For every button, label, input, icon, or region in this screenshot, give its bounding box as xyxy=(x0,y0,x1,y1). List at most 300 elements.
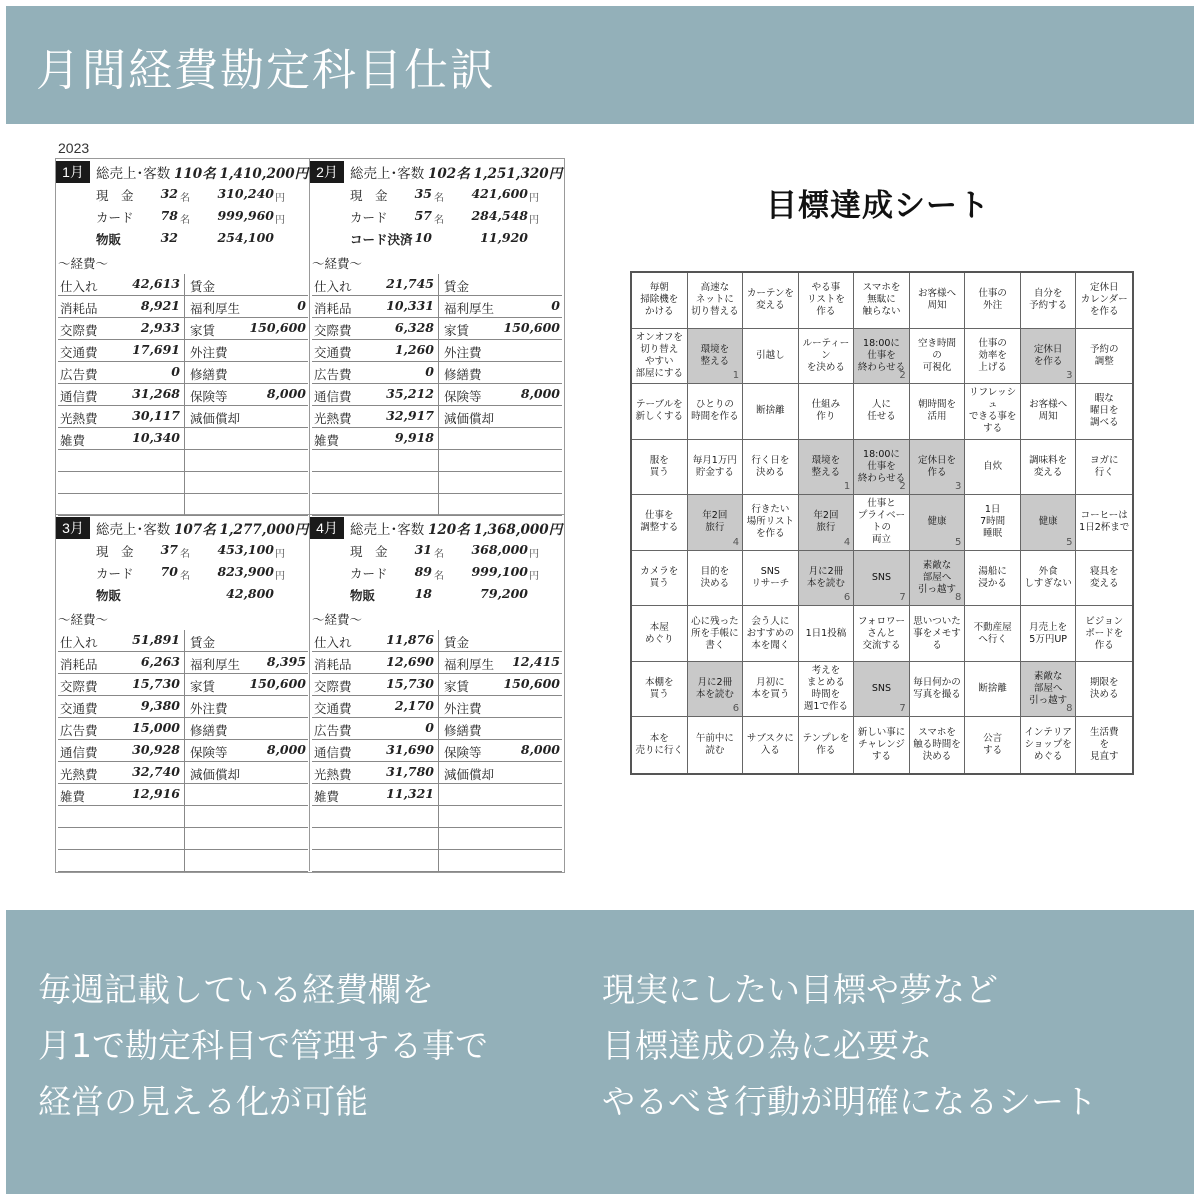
expense-row xyxy=(58,318,308,340)
expense-divider xyxy=(438,762,439,784)
goal-cell xyxy=(910,551,966,607)
expense-row xyxy=(58,630,308,652)
goal-cell-text: 月に2冊 本を読む xyxy=(695,677,734,701)
expense-divider xyxy=(184,850,185,872)
goal-cell-number: 3 xyxy=(954,481,962,493)
goal-cell-text: 定休日 カレンダー を作る xyxy=(1080,282,1128,318)
caption-line: 毎週記載している経費欄を xyxy=(38,970,434,1009)
caption-line: 月1で勘定科目で管理する事で xyxy=(38,1026,488,1065)
expense-row xyxy=(58,674,308,696)
goal-cell xyxy=(1076,329,1132,385)
payment-row xyxy=(310,230,564,250)
goal-cell xyxy=(632,329,688,385)
goal-cell xyxy=(743,384,799,440)
payment-label: カード xyxy=(96,211,134,225)
payment-row xyxy=(56,586,310,606)
expense-divider xyxy=(184,384,185,406)
expense-label: 賃金 xyxy=(190,280,216,294)
expense-value: 0 xyxy=(551,298,560,313)
expense-row xyxy=(312,674,562,696)
total-label: 総売上･客数 xyxy=(96,166,171,181)
expense-label: 家賃 xyxy=(190,680,216,694)
goal-cell xyxy=(965,440,1021,496)
month-block xyxy=(310,159,564,515)
payment-count: 32 xyxy=(160,230,178,245)
goal-cell-text: 毎月1万円 貯金する xyxy=(692,454,737,478)
expense-value: 21,745 xyxy=(386,276,434,291)
goal-cell xyxy=(743,495,799,551)
payment-yen: 円 xyxy=(529,193,539,204)
payment-amount: 999,100 xyxy=(471,564,528,579)
expense-divider xyxy=(184,828,185,850)
expense-value: 51,891 xyxy=(132,632,180,647)
month-header xyxy=(56,161,310,183)
goal-cell xyxy=(743,329,799,385)
expense-row xyxy=(312,762,562,784)
goal-cell xyxy=(854,273,910,329)
expense-label: 賃金 xyxy=(190,636,216,650)
expense-value: 31,268 xyxy=(132,386,180,401)
goal-cell-text: テンプレを 作る xyxy=(802,733,850,757)
goal-cell-text: 仕事と プライベートの 両立 xyxy=(857,498,906,546)
expense-label: 広告費 xyxy=(314,724,352,738)
total-label: 総売上･客数 xyxy=(350,166,425,181)
goal-cell-text: 断捨離 xyxy=(756,405,785,417)
expense-value: 11,321 xyxy=(386,786,434,801)
expense-divider xyxy=(184,652,185,674)
expense-row xyxy=(58,652,308,674)
goal-cell-number: 6 xyxy=(732,703,740,715)
caption-left xyxy=(38,962,578,1130)
expense-row xyxy=(312,718,562,740)
expense-divider xyxy=(438,340,439,362)
expense-divider xyxy=(438,850,439,872)
expense-value: 150,600 xyxy=(249,676,306,691)
expense-label: 光熱費 xyxy=(60,412,98,426)
goal-cell xyxy=(910,717,966,773)
goal-cell-text: 行きたい 場所リスト を作る xyxy=(746,504,795,540)
expense-label: 修繕費 xyxy=(190,368,228,382)
expense-value: 8,000 xyxy=(520,386,560,401)
goal-cell-text: 外食 しすぎない xyxy=(1024,566,1072,590)
expense-value: 30,117 xyxy=(132,408,180,423)
expenses-heading: 〜経費〜 xyxy=(312,613,363,627)
goal-cell-text: 素敵な 部屋へ 引っ越す xyxy=(918,560,957,596)
expense-divider xyxy=(184,718,185,740)
expense-value: 12,916 xyxy=(132,786,180,801)
expense-label: 修繕費 xyxy=(444,368,482,382)
payment-amount: 254,100 xyxy=(217,230,274,245)
expense-row xyxy=(312,296,562,318)
goal-cell-text: 思いついた 事をメモする xyxy=(913,615,961,651)
expense-label: 減価償却 xyxy=(444,412,495,426)
payment-unit: 名 xyxy=(180,571,190,582)
goal-cell-number: 7 xyxy=(899,703,906,715)
expense-value: 9,918 xyxy=(394,430,434,445)
expenses-heading: 〜経費〜 xyxy=(58,257,109,271)
goal-cell xyxy=(688,329,744,385)
expense-label: 通信費 xyxy=(314,746,352,760)
expense-label: 広告費 xyxy=(314,368,352,382)
header-banner xyxy=(6,6,1194,124)
goal-cell xyxy=(910,329,966,385)
payment-count: 57 xyxy=(414,208,432,223)
expense-value: 10,331 xyxy=(386,298,434,313)
ledger-year: 2023 xyxy=(58,140,90,156)
month-total xyxy=(96,162,308,182)
goal-cell-text: 1日1投稿 xyxy=(805,627,847,639)
expense-divider xyxy=(438,696,439,718)
payment-row xyxy=(310,564,564,584)
goal-cell xyxy=(799,384,855,440)
goal-cell xyxy=(799,717,855,773)
goal-cell xyxy=(1076,606,1132,662)
goal-cell-number: 5 xyxy=(954,536,962,548)
payment-amount: 284,548 xyxy=(471,208,528,223)
payment-amount: 42,800 xyxy=(226,586,274,601)
payment-amount: 79,200 xyxy=(480,586,528,601)
goal-cell xyxy=(854,717,910,773)
goal-cell-text: 不動産屋 へ行く xyxy=(973,621,1012,645)
goal-cell xyxy=(632,662,688,718)
goal-cell-text: 月初に 本を買う xyxy=(751,677,790,701)
expense-label: 保険等 xyxy=(444,746,482,760)
month-total xyxy=(350,518,562,538)
caption-line: 経営の見える化が可能 xyxy=(38,1082,368,1121)
expense-row xyxy=(312,384,562,406)
expense-divider xyxy=(184,630,185,652)
goal-cell xyxy=(854,551,910,607)
goal-cell xyxy=(965,329,1021,385)
expense-label: 仕入れ xyxy=(314,636,352,650)
month-total xyxy=(350,162,562,182)
goal-cell-text: 健康 xyxy=(927,516,947,528)
expense-row xyxy=(58,784,308,806)
month-badge: 1月 xyxy=(56,161,90,183)
goal-cell-number: 2 xyxy=(899,370,906,382)
goal-cell-text: 18:00に 仕事を 終わらせる xyxy=(857,337,906,373)
expense-row xyxy=(312,450,562,472)
expense-label: 保険等 xyxy=(190,746,228,760)
expense-label: 保険等 xyxy=(190,390,228,404)
goal-cell xyxy=(688,662,744,718)
expense-divider xyxy=(438,740,439,762)
expense-label: 外注費 xyxy=(190,346,228,360)
expense-label: 交通費 xyxy=(60,346,98,360)
goal-cell-text: 年2回 旅行 xyxy=(702,510,728,534)
goal-cell-text: 定休日 を作る xyxy=(1033,343,1063,367)
expense-value: 8,395 xyxy=(266,654,306,669)
expense-row xyxy=(58,384,308,406)
expense-label: 雑費 xyxy=(314,790,340,804)
goal-cell-text: 本棚を 買う xyxy=(645,677,674,701)
expense-divider xyxy=(438,318,439,340)
expenses-heading: 〜経費〜 xyxy=(58,613,109,627)
expense-label: 修繕費 xyxy=(444,724,482,738)
goal-cell-text: 朝時間を 活用 xyxy=(918,399,957,423)
expense-label: 家賃 xyxy=(444,324,470,338)
expense-value: 15,730 xyxy=(132,676,180,691)
goal-cell-text: 服を 買う xyxy=(649,454,669,478)
goal-cell-number: 4 xyxy=(843,536,851,548)
goal-cell-text: サブスクに 入る xyxy=(746,733,794,757)
payment-label: 現 金 xyxy=(350,545,388,559)
payment-row xyxy=(310,542,564,562)
expense-row xyxy=(312,806,562,828)
expense-label: 雑費 xyxy=(60,790,86,804)
expense-label: 保険等 xyxy=(444,390,482,404)
goal-cell-text: 目的を 決める xyxy=(700,566,730,590)
payment-label: カード xyxy=(350,211,388,225)
goal-cell-text: 自炊 xyxy=(983,460,1003,472)
goal-cell xyxy=(1021,551,1077,607)
total-amount: 1,277,000円 xyxy=(219,522,309,538)
goal-cell xyxy=(632,495,688,551)
total-label: 総売上･客数 xyxy=(96,522,171,537)
expense-value: 30,928 xyxy=(132,742,180,757)
payment-amount: 453,100 xyxy=(217,542,274,557)
expense-label: 家賃 xyxy=(444,680,470,694)
payment-yen: 円 xyxy=(275,215,285,226)
goal-cell xyxy=(1021,384,1077,440)
expense-divider xyxy=(184,762,185,784)
goal-cell-text: 自分を 予約する xyxy=(1029,288,1068,312)
goal-cell-text: テーブルを 新しくする xyxy=(635,399,684,423)
goal-cell xyxy=(854,495,910,551)
month-header xyxy=(310,161,564,183)
expense-value: 12,690 xyxy=(386,654,434,669)
expense-divider xyxy=(438,652,439,674)
goal-cell xyxy=(743,440,799,496)
expense-divider xyxy=(438,630,439,652)
goal-cell xyxy=(965,662,1021,718)
expense-row xyxy=(58,850,308,872)
expense-value: 0 xyxy=(425,720,434,735)
goal-cell xyxy=(1021,662,1077,718)
payment-yen: 円 xyxy=(275,193,285,204)
total-label: 総売上･客数 xyxy=(350,522,425,537)
payment-row xyxy=(310,186,564,206)
total-customers: 110名 xyxy=(174,166,216,182)
month-block xyxy=(310,515,564,871)
expense-row xyxy=(58,828,308,850)
goal-cell xyxy=(743,662,799,718)
caption-line: 目標達成の為に必要な xyxy=(602,1026,932,1065)
payment-count: 31 xyxy=(414,542,432,557)
expense-value: 31,690 xyxy=(386,742,434,757)
goal-cell-text: 年2回 旅行 xyxy=(813,510,839,534)
goal-cell-text: コーヒーは 1日2杯まで xyxy=(1079,510,1130,534)
month-badge: 2月 xyxy=(310,161,344,183)
expense-divider xyxy=(438,828,439,850)
expense-row xyxy=(312,652,562,674)
expense-label: 福利厚生 xyxy=(444,302,495,316)
goal-cell xyxy=(1021,273,1077,329)
goal-cell-text: 湯船に 浸かる xyxy=(978,566,1007,590)
goal-cell-number: 8 xyxy=(1066,703,1073,715)
goal-cell-text: スマホを 触る時間を 決める xyxy=(913,727,961,763)
expense-value: 17,691 xyxy=(132,342,180,357)
goal-cell xyxy=(1021,329,1077,385)
payment-row xyxy=(56,230,310,250)
expense-row xyxy=(58,406,308,428)
goal-cell xyxy=(688,606,744,662)
payment-count: 70 xyxy=(160,564,178,579)
expense-row xyxy=(58,472,308,494)
goal-cell xyxy=(854,384,910,440)
payment-yen: 円 xyxy=(529,571,539,582)
goal-cell xyxy=(965,606,1021,662)
expense-label: 福利厚生 xyxy=(190,302,241,316)
goal-cell-text: 予約の 調整 xyxy=(1089,343,1119,367)
expense-label: 外注費 xyxy=(444,346,482,360)
goal-cell xyxy=(688,384,744,440)
goal-cell-text: 人に 任せる xyxy=(867,399,896,423)
goal-cell-text: 環境を 整える xyxy=(700,343,730,367)
goal-cell xyxy=(799,606,855,662)
goal-cell xyxy=(910,384,966,440)
goal-cell xyxy=(1076,440,1132,496)
goal-cell xyxy=(632,440,688,496)
goal-cell-text: 暇な 曜日を 調べる xyxy=(1089,393,1119,429)
expense-label: 消耗品 xyxy=(314,302,352,316)
goal-cell-text: カーテンを 変える xyxy=(746,288,794,312)
goal-grid xyxy=(630,271,1134,775)
payment-count: 37 xyxy=(160,542,178,557)
expense-label: 光熱費 xyxy=(314,412,352,426)
payment-label: 現 金 xyxy=(350,189,388,203)
goal-cell-text: 月売上を 5万円UP xyxy=(1029,621,1068,645)
expense-label: 消耗品 xyxy=(60,658,98,672)
goal-cell xyxy=(743,606,799,662)
goal-cell xyxy=(965,551,1021,607)
goal-cell xyxy=(799,495,855,551)
payment-amount: 11,920 xyxy=(480,230,528,245)
goal-cell xyxy=(632,273,688,329)
expense-divider xyxy=(438,274,439,296)
expense-divider xyxy=(184,674,185,696)
payment-label: 現 金 xyxy=(96,545,134,559)
goal-cell-text: ヨガに 行く xyxy=(1089,454,1119,478)
total-customers: 107名 xyxy=(174,522,216,538)
goal-cell-number: 1 xyxy=(843,481,851,493)
expense-divider xyxy=(438,296,439,318)
goal-cell-text: 1日 7時間 睡眠 xyxy=(980,504,1006,540)
goal-cell xyxy=(1076,273,1132,329)
payment-yen: 円 xyxy=(529,549,539,560)
expense-divider xyxy=(438,472,439,494)
expense-value: 15,730 xyxy=(386,676,434,691)
total-customers: 102名 xyxy=(428,166,470,182)
expense-row xyxy=(58,428,308,450)
goal-cell xyxy=(1076,495,1132,551)
payment-row xyxy=(56,208,310,228)
goal-cell xyxy=(910,662,966,718)
goal-cell xyxy=(910,495,966,551)
goal-cell xyxy=(1021,717,1077,773)
goal-cell xyxy=(743,717,799,773)
expense-divider xyxy=(184,450,185,472)
goal-cell xyxy=(854,440,910,496)
expense-value: 8,000 xyxy=(266,742,306,757)
expense-divider xyxy=(184,428,185,450)
goal-sheet-title: 目標達成シート xyxy=(766,188,990,224)
payment-count: 78 xyxy=(160,208,178,223)
expense-row xyxy=(312,850,562,872)
goal-cell-text: 空き時間 の 可視化 xyxy=(918,337,957,373)
payment-unit: 名 xyxy=(434,193,444,204)
payment-amount: 368,000 xyxy=(471,542,528,557)
expense-row xyxy=(58,696,308,718)
total-amount: 1,368,000円 xyxy=(473,522,563,538)
payment-label: 物販 xyxy=(96,233,122,247)
expense-divider xyxy=(438,718,439,740)
payment-row xyxy=(56,186,310,206)
goal-cell-text: 新しい事に チャレンジ する xyxy=(857,727,906,763)
expense-label: 消耗品 xyxy=(314,658,352,672)
goal-cell-text: オンオフを 切り替え やすい 部屋にする xyxy=(635,331,684,379)
goal-cell xyxy=(632,717,688,773)
expense-row xyxy=(312,472,562,494)
goal-cell xyxy=(688,495,744,551)
payment-unit: 名 xyxy=(434,215,444,226)
payment-row xyxy=(56,564,310,584)
expense-divider xyxy=(438,384,439,406)
goal-cell-text: 18:00に 仕事を 終わらせる xyxy=(857,448,906,484)
expense-row xyxy=(312,740,562,762)
payment-label: カード xyxy=(96,567,134,581)
expense-divider xyxy=(438,784,439,806)
payment-unit: 名 xyxy=(434,549,444,560)
expense-divider xyxy=(438,806,439,828)
goal-cell-text: 仕組み 作り xyxy=(811,399,841,423)
expense-label: 賃金 xyxy=(444,280,470,294)
goal-cell-text: 期限を 決める xyxy=(1089,677,1119,701)
expense-divider xyxy=(184,362,185,384)
payment-amount: 823,900 xyxy=(217,564,274,579)
expense-value: 15,000 xyxy=(132,720,180,735)
expense-row xyxy=(58,362,308,384)
expense-value: 2,170 xyxy=(394,698,434,713)
expense-label: 広告費 xyxy=(60,724,98,738)
expense-label: 通信費 xyxy=(60,746,98,760)
expense-row xyxy=(312,630,562,652)
payment-yen: 円 xyxy=(529,215,539,226)
goal-cell xyxy=(799,329,855,385)
goal-cell xyxy=(965,384,1021,440)
expense-row xyxy=(312,274,562,296)
goal-cell xyxy=(799,662,855,718)
goal-cell xyxy=(965,717,1021,773)
goal-cell-text: 仕事を 調整する xyxy=(640,510,679,534)
payment-row xyxy=(310,586,564,606)
expense-label: 外注費 xyxy=(444,702,482,716)
goal-cell-text: 考えを まとめる 時間を 週1で作る xyxy=(803,665,848,713)
goal-cell-text: SNS リサーチ xyxy=(751,566,790,590)
goal-cell xyxy=(1076,384,1132,440)
expense-divider xyxy=(184,494,185,516)
goal-cell xyxy=(1021,606,1077,662)
goal-cell-text: スマホを 無駄に 触らない xyxy=(862,282,901,318)
goal-cell-text: 健康 xyxy=(1038,516,1058,528)
goal-cell-text: 月に2冊 本を読む xyxy=(806,566,845,590)
goal-cell xyxy=(799,440,855,496)
expense-value: 8,000 xyxy=(520,742,560,757)
goal-cell xyxy=(688,440,744,496)
goal-cell-text: やる事 リストを 作る xyxy=(807,282,845,318)
payment-yen: 円 xyxy=(275,549,285,560)
expense-label: 交際費 xyxy=(60,680,98,694)
